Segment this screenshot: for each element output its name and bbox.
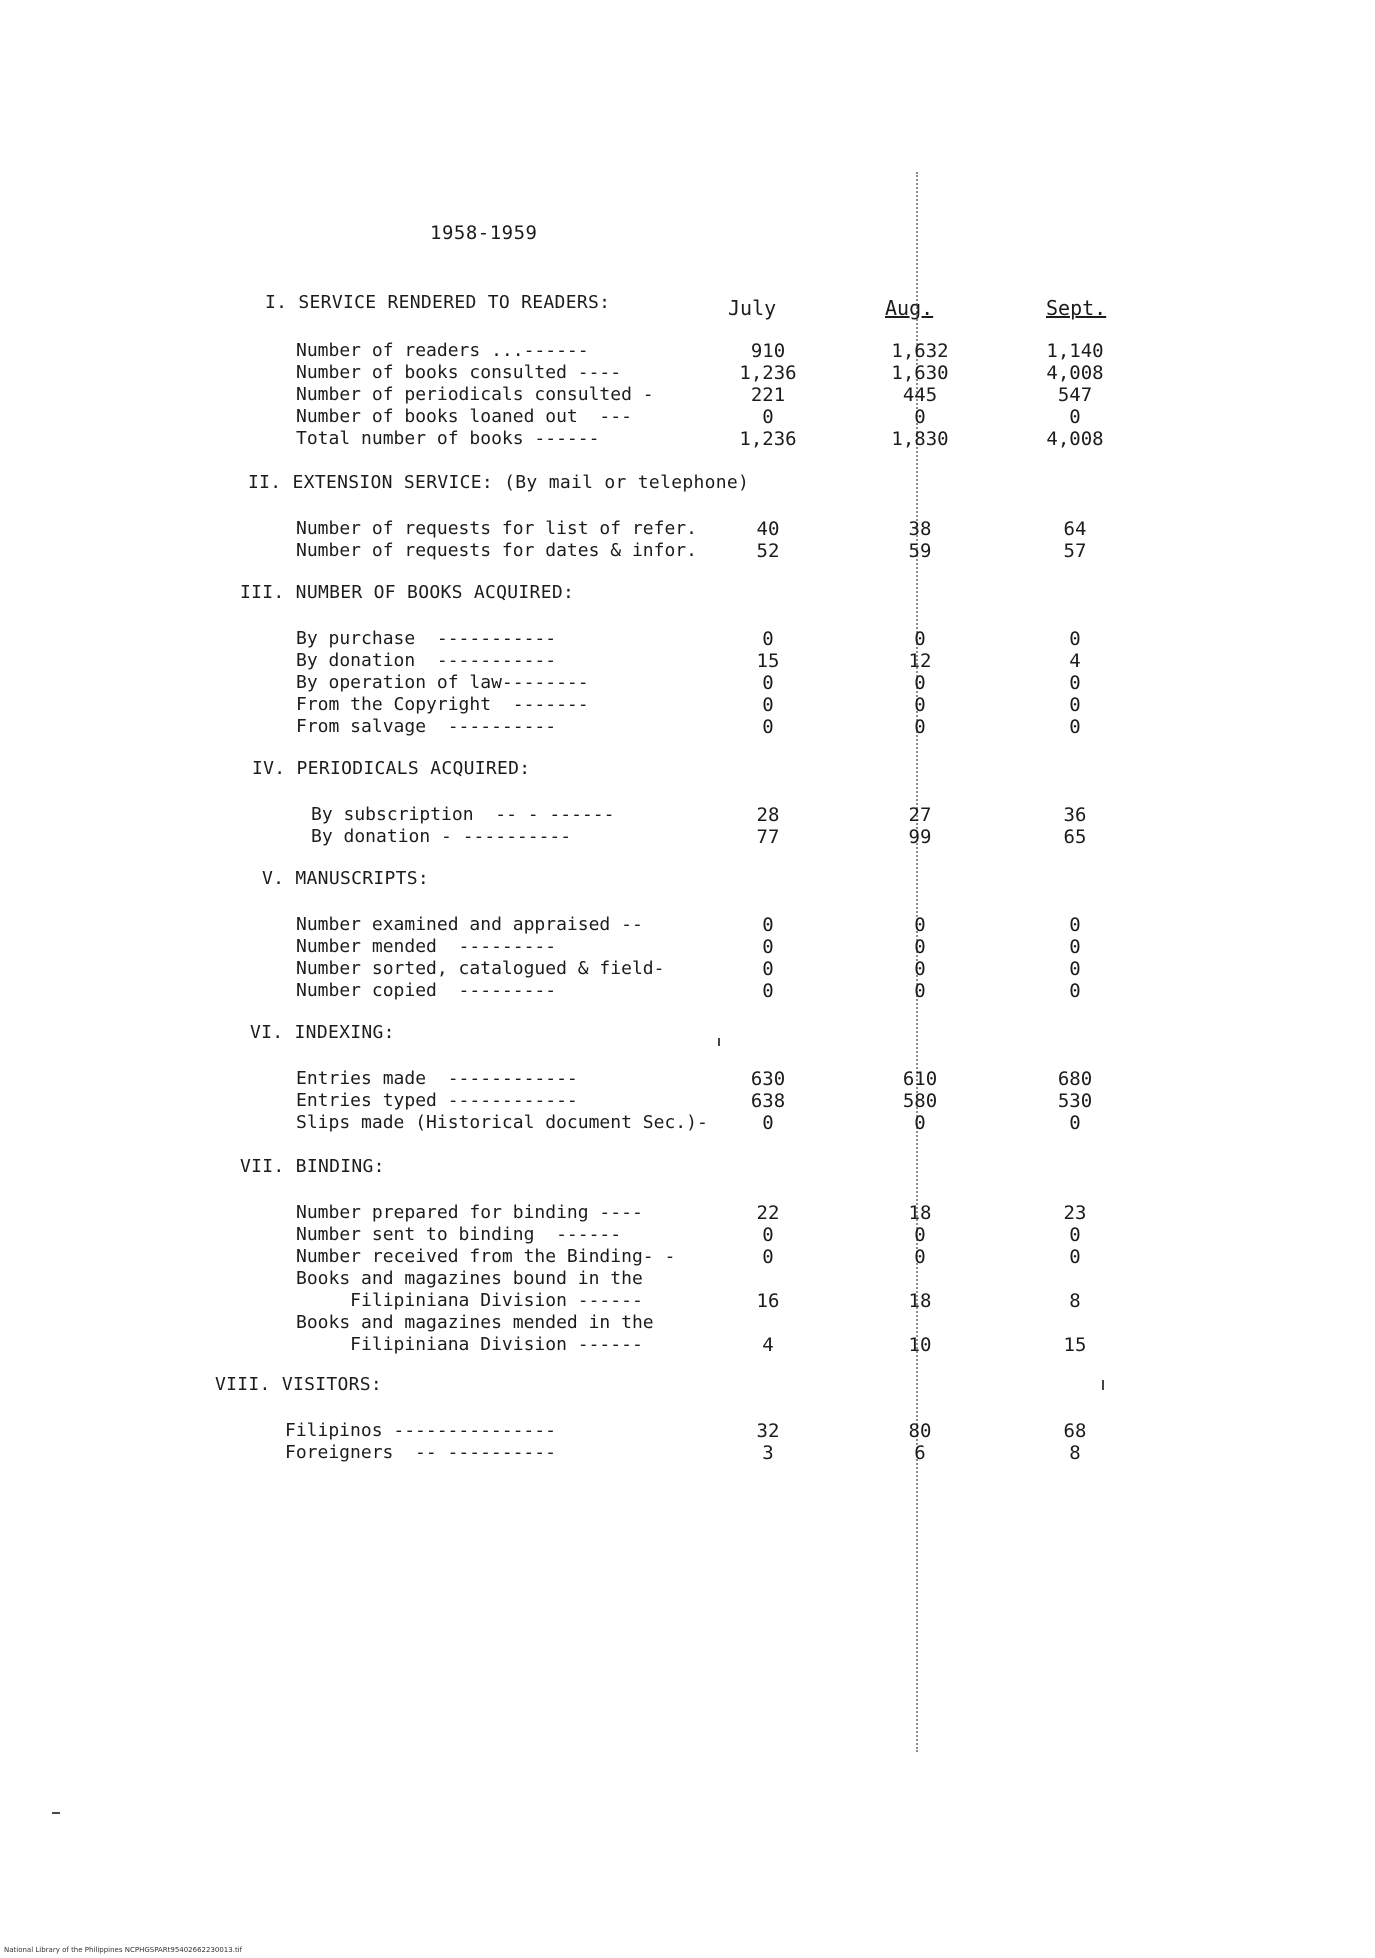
value-sept: 680 <box>1057 1068 1093 1090</box>
table-row <box>0 980 1375 1002</box>
table-row <box>0 826 1375 848</box>
column-header-july: July <box>728 296 777 320</box>
value-july: 4 <box>762 1334 774 1356</box>
value-sept: 1,140 <box>1046 340 1104 362</box>
table-row <box>0 1090 1375 1112</box>
value-july: 0 <box>762 980 774 1002</box>
value-july: 0 <box>762 672 774 694</box>
value-sept: 8 <box>1069 1442 1081 1464</box>
value-july: 52 <box>756 540 780 562</box>
value-sept: 8 <box>1069 1290 1081 1312</box>
row-label: Filipinos --------------- <box>285 1420 556 1441</box>
value-sept: 68 <box>1063 1420 1087 1442</box>
table-row <box>0 1290 1375 1312</box>
value-sept: 65 <box>1063 826 1087 848</box>
column-header-sept: Sept. <box>1046 296 1107 320</box>
value-july: 1,236 <box>739 428 797 450</box>
value-aug: 0 <box>914 406 926 428</box>
value-aug: 1,830 <box>891 428 949 450</box>
value-july: 0 <box>762 958 774 980</box>
report-year: 1958-1959 <box>430 222 538 244</box>
value-aug: 12 <box>908 650 932 672</box>
row-label: Books and magazines mended in the <box>296 1312 654 1333</box>
table-row <box>0 1246 1375 1268</box>
table-row <box>0 1442 1375 1464</box>
section-heading: IV. PERIODICALS ACQUIRED: <box>252 758 531 779</box>
value-sept: 0 <box>1069 694 1081 716</box>
table-row <box>0 1224 1375 1246</box>
table-row <box>0 362 1375 384</box>
value-sept: 4 <box>1069 650 1081 672</box>
row-label: By subscription -- - ------ <box>311 804 615 825</box>
table-row <box>0 1268 1375 1290</box>
table-row <box>0 518 1375 540</box>
table-row <box>0 1312 1375 1334</box>
value-sept: 0 <box>1069 1246 1081 1268</box>
row-label: Filipiniana Division ------ <box>296 1334 643 1355</box>
table-row <box>0 1334 1375 1356</box>
row-label: Number examined and appraised -- <box>296 914 643 935</box>
row-label: Number of periodicals consulted - <box>296 384 654 405</box>
section-heading: III. NUMBER OF BOOKS ACQUIRED: <box>240 582 575 603</box>
value-aug: 38 <box>908 518 932 540</box>
value-aug: 0 <box>914 958 926 980</box>
row-label: Number mended --------- <box>296 936 557 957</box>
section-heading: VI. INDEXING: <box>250 1022 395 1043</box>
value-sept: 15 <box>1063 1334 1087 1356</box>
value-sept: 0 <box>1069 1224 1081 1246</box>
row-label: By donation - ---------- <box>311 826 572 847</box>
value-aug: 1,632 <box>891 340 949 362</box>
value-aug: 18 <box>908 1202 932 1224</box>
value-aug: 580 <box>902 1090 938 1112</box>
value-sept: 0 <box>1069 1112 1081 1134</box>
table-row <box>0 804 1375 826</box>
value-aug: 1,630 <box>891 362 949 384</box>
value-july: 0 <box>762 1224 774 1246</box>
value-aug: 0 <box>914 716 926 738</box>
table-row <box>0 650 1375 672</box>
table-row <box>0 672 1375 694</box>
value-july: 0 <box>762 936 774 958</box>
value-sept: 0 <box>1069 628 1081 650</box>
value-july: 28 <box>756 804 780 826</box>
section-heading: VII. BINDING: <box>240 1156 385 1177</box>
table-row <box>0 340 1375 362</box>
value-sept: 57 <box>1063 540 1087 562</box>
table-row <box>0 936 1375 958</box>
value-july: 0 <box>762 716 774 738</box>
table-row <box>0 1068 1375 1090</box>
section-heading: II. EXTENSION SERVICE: (By mail or telephone) <box>248 472 750 493</box>
value-sept: 36 <box>1063 804 1087 826</box>
value-july: 3 <box>762 1442 774 1464</box>
table-row <box>0 1202 1375 1224</box>
row-label: Slips made (Historical document Sec.)- <box>296 1112 708 1133</box>
value-july: 0 <box>762 1246 774 1268</box>
value-july: 0 <box>762 406 774 428</box>
value-sept: 547 <box>1057 384 1093 406</box>
value-sept: 530 <box>1057 1090 1093 1112</box>
value-july: 221 <box>750 384 786 406</box>
value-aug: 80 <box>908 1420 932 1442</box>
row-label: Number of books loaned out --- <box>296 406 632 427</box>
value-july: 16 <box>756 1290 780 1312</box>
row-label: From salvage ---------- <box>296 716 557 737</box>
value-july: 0 <box>762 628 774 650</box>
table-row <box>0 540 1375 562</box>
value-aug: 610 <box>902 1068 938 1090</box>
value-july: 0 <box>762 694 774 716</box>
section-heading: V. MANUSCRIPTS: <box>262 868 430 889</box>
row-label: Number of requests for dates & infor. <box>296 540 697 561</box>
value-sept: 4,008 <box>1046 362 1104 384</box>
row-label: Number sent to binding ------ <box>296 1224 622 1245</box>
row-label: Number of books consulted ---- <box>296 362 622 383</box>
row-label: By operation of law-------- <box>296 672 589 693</box>
value-sept: 4,008 <box>1046 428 1104 450</box>
row-label: Number received from the Binding- - <box>296 1246 676 1267</box>
value-aug: 10 <box>908 1334 932 1356</box>
table-row <box>0 406 1375 428</box>
value-sept: 23 <box>1063 1202 1087 1224</box>
value-july: 40 <box>756 518 780 540</box>
value-aug: 0 <box>914 1246 926 1268</box>
value-july: 638 <box>750 1090 786 1112</box>
value-sept: 0 <box>1069 980 1081 1002</box>
value-july: 1,236 <box>739 362 797 384</box>
value-aug: 18 <box>908 1290 932 1312</box>
row-label: Books and magazines bound in the <box>296 1268 643 1289</box>
value-aug: 0 <box>914 914 926 936</box>
column-header-aug: Aug. <box>885 296 934 320</box>
value-aug: 445 <box>902 384 938 406</box>
row-label: Total number of books ------ <box>296 428 600 449</box>
value-aug: 0 <box>914 694 926 716</box>
row-label: Entries typed ------------ <box>296 1090 578 1111</box>
scan-footer: National Library of the Philippines NCPHGSPARt95402662230013.tif <box>4 1946 243 1954</box>
value-july: 22 <box>756 1202 780 1224</box>
table-row <box>0 1420 1375 1442</box>
value-aug: 0 <box>914 980 926 1002</box>
row-label: Number of requests for list of refer. <box>296 518 697 539</box>
table-row <box>0 716 1375 738</box>
value-sept: 0 <box>1069 914 1081 936</box>
value-aug: 0 <box>914 936 926 958</box>
section-heading: I. SERVICE RENDERED TO READERS: <box>265 292 611 313</box>
table-row <box>0 1112 1375 1134</box>
table-row <box>0 384 1375 406</box>
row-label: Number of readers ...------ <box>296 340 589 361</box>
value-aug: 27 <box>908 804 932 826</box>
value-july: 910 <box>750 340 786 362</box>
value-july: 0 <box>762 914 774 936</box>
value-sept: 0 <box>1069 958 1081 980</box>
table-row <box>0 914 1375 936</box>
value-july: 630 <box>750 1068 786 1090</box>
table-row <box>0 694 1375 716</box>
row-label: Entries made ------------ <box>296 1068 578 1089</box>
table-row <box>0 958 1375 980</box>
row-label: By donation ----------- <box>296 650 557 671</box>
value-aug: 0 <box>914 628 926 650</box>
value-sept: 64 <box>1063 518 1087 540</box>
value-aug: 0 <box>914 672 926 694</box>
row-label: Foreigners -- ---------- <box>285 1442 556 1463</box>
value-sept: 0 <box>1069 936 1081 958</box>
scan-speck <box>1102 1380 1104 1390</box>
table-row <box>0 628 1375 650</box>
row-label: Number copied --------- <box>296 980 557 1001</box>
value-july: 32 <box>756 1420 780 1442</box>
row-label: By purchase ----------- <box>296 628 557 649</box>
scan-speck <box>718 1038 720 1046</box>
value-aug: 99 <box>908 826 932 848</box>
value-july: 77 <box>756 826 780 848</box>
value-aug: 0 <box>914 1224 926 1246</box>
row-label: Filipiniana Division ------ <box>296 1290 643 1311</box>
value-aug: 59 <box>908 540 932 562</box>
value-july: 0 <box>762 1112 774 1134</box>
value-july: 15 <box>756 650 780 672</box>
value-sept: 0 <box>1069 672 1081 694</box>
value-aug: 0 <box>914 1112 926 1134</box>
value-aug: 6 <box>914 1442 926 1464</box>
table-row <box>0 428 1375 450</box>
section-heading: VIII. VISITORS: <box>215 1374 383 1395</box>
row-label: Number sorted, catalogued & field- <box>296 958 665 979</box>
row-label: Number prepared for binding ---- <box>296 1202 643 1223</box>
value-sept: 0 <box>1069 406 1081 428</box>
row-label: From the Copyright ------- <box>296 694 589 715</box>
value-sept: 0 <box>1069 716 1081 738</box>
scan-speck <box>52 1812 60 1814</box>
